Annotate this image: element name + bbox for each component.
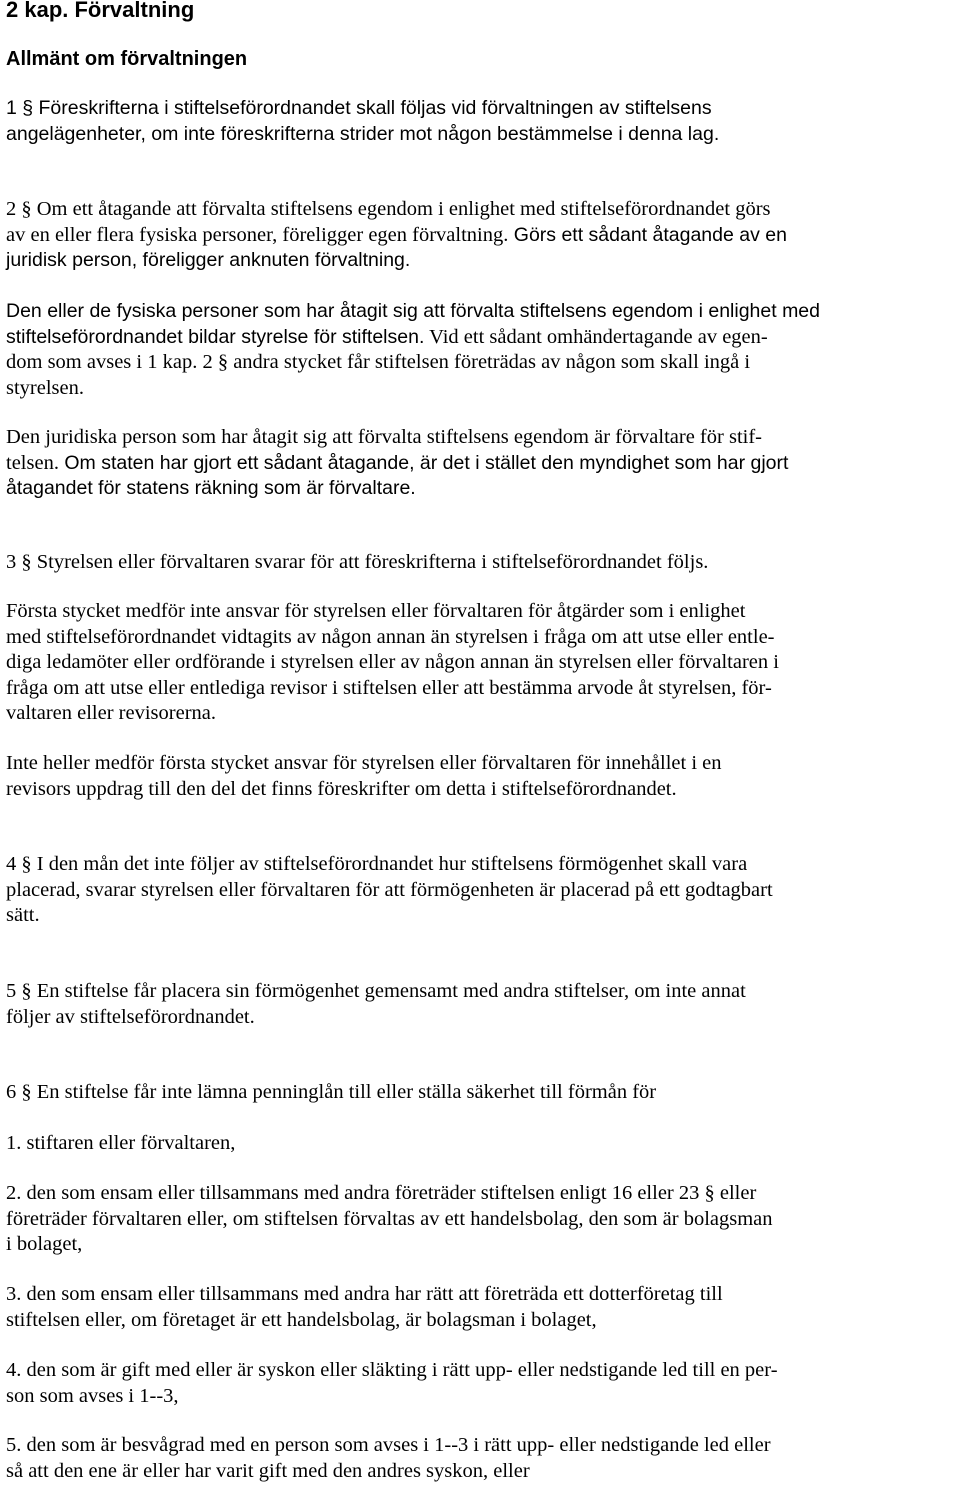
text-line bbox=[6, 650, 956, 676]
text-line bbox=[6, 1433, 956, 1459]
paragraph-12 bbox=[6, 1181, 956, 1258]
text-line bbox=[6, 376, 956, 402]
text-run: i bolaget, bbox=[6, 1233, 83, 1255]
text-run: 4 § I den mån det inte följer av stiftelseförordnandet hur stiftelsens förmögenhet skall vara bbox=[6, 853, 748, 875]
text-line bbox=[6, 550, 956, 576]
text-run: valtaren eller revisorerna. bbox=[6, 702, 217, 724]
text-run: dom som avses i 1 kap. 2 § andra stycket får stiftelsen företrädas av någon som skall ingå i bbox=[6, 351, 751, 373]
text-line bbox=[6, 701, 956, 727]
text-run: juridisk person, föreligger anknuten förvaltning. bbox=[6, 249, 411, 271]
text-line bbox=[6, 625, 956, 651]
text-line bbox=[6, 979, 956, 1005]
text-line bbox=[6, 1131, 956, 1157]
paragraph-11 bbox=[6, 1131, 956, 1157]
text-run: son som avses i 1--3, bbox=[6, 1384, 179, 1407]
text-run: 1. stiftaren eller förvaltaren, bbox=[6, 1132, 236, 1154]
paragraph-3 bbox=[6, 299, 956, 401]
text-run: med stiftelseförordnandet vidtagits av någon annan än styrelsen i fråga om att utse eller entle- bbox=[6, 625, 775, 648]
text-run: Görs ett sådant åtagande av en bbox=[508, 223, 787, 246]
paragraph-5 bbox=[6, 550, 956, 576]
text-run: Första stycket medför inte ansvar för styrelsen eller förvaltaren för åtgärder som i enlighet bbox=[6, 600, 746, 622]
paragraph-4 bbox=[6, 425, 956, 502]
text-line bbox=[6, 476, 956, 502]
paragraph-2 bbox=[6, 197, 956, 274]
text-line bbox=[6, 451, 956, 477]
text-line bbox=[6, 325, 956, 351]
text-run: Inte heller medför första stycket ansvar för styrelsen eller förvaltaren för innehållet i en bbox=[6, 752, 722, 774]
paragraph-9 bbox=[6, 979, 956, 1030]
text-line bbox=[6, 1207, 956, 1233]
text-line bbox=[6, 1080, 956, 1106]
text-run: Den eller de fysiska personer som har åtagit sig att förvalta stiftelsens egendom i enlighet med bbox=[6, 300, 821, 322]
text-run: 5 § En stiftelse får placera sin förmögenhet gemensamt med andra stiftelser, om inte annat bbox=[6, 980, 746, 1002]
text-run: placerad, svarar styrelsen eller förvaltaren för att förmögenheten är placerad på ett godtagbart bbox=[6, 878, 773, 901]
text-run: stiftelsen eller, om företaget är ett handelsbolag, är bolagsman i bolaget, bbox=[6, 1308, 597, 1331]
text-run: diga ledamöter eller ordförande i styrelsen eller av någon annan än styrelsen eller förvaltaren i bbox=[6, 651, 779, 673]
text-line bbox=[6, 903, 956, 929]
text-line bbox=[6, 751, 956, 777]
text-line bbox=[6, 1232, 956, 1258]
paragraph-1 bbox=[6, 96, 956, 147]
text-run: åtagandet för statens räkning som är förvaltare. bbox=[6, 477, 416, 499]
text-line bbox=[6, 96, 956, 122]
text-run: telsen. bbox=[6, 451, 59, 474]
text-line bbox=[6, 1358, 956, 1384]
text-line bbox=[6, 1005, 956, 1031]
paragraph-14 bbox=[6, 1358, 956, 1409]
text-run: stiftelseförordnandet bildar styrelse för stiftelsen. bbox=[6, 325, 425, 348]
text-run: Om staten har gjort ett sådant åtagande, är det i stället den myndighet som har gjort bbox=[58, 451, 789, 474]
text-line bbox=[6, 1384, 956, 1410]
paragraph-15 bbox=[6, 1433, 956, 1484]
text-run: styrelsen. bbox=[6, 376, 84, 399]
text-run: 6 § En stiftelse får inte lämna penninglån till eller ställa säkerhet till förmån för bbox=[6, 1081, 657, 1103]
text-run: angelägenheter, om inte föreskrifterna strider mot någon bestämmelse i denna lag. bbox=[6, 122, 720, 145]
text-line bbox=[6, 248, 956, 274]
text-run: 2. den som ensam eller tillsammans med andra företräder stiftelsen enligt 16 eller 23 § eller bbox=[6, 1182, 757, 1204]
text-run: sätt. bbox=[6, 904, 40, 926]
text-run: av en eller flera fysiska personer, föreligger egen förvaltning. bbox=[6, 223, 509, 246]
text-line bbox=[6, 122, 956, 148]
chapter-title: 2 kap. Förvaltning bbox=[6, 0, 195, 22]
text-run: revisors uppdrag till den del det finns föreskrifter om detta i stiftelseförordnandet. bbox=[6, 777, 677, 800]
text-run: Vid ett sådant omhändertagande av egen- bbox=[424, 325, 768, 348]
text-line bbox=[6, 1308, 956, 1334]
text-line bbox=[6, 777, 956, 803]
paragraph-13 bbox=[6, 1282, 956, 1333]
text-line bbox=[6, 299, 956, 325]
section-heading: Allmänt om förvaltningen bbox=[6, 48, 248, 70]
text-run: 5. den som är besvågrad med en person som avses i 1--3 i rätt upp- eller nedstigande led eller bbox=[6, 1434, 771, 1456]
text-line bbox=[6, 1459, 956, 1485]
text-line bbox=[6, 425, 956, 451]
text-run: Den juridiska person som har åtagit sig att förvalta stiftelsens egendom är förvaltare för stif- bbox=[6, 426, 762, 448]
text-run: följer av stiftelseförordnandet. bbox=[6, 1005, 255, 1028]
text-run: 1 § Föreskrifterna i stiftelseförordnandet skall följas vid förvaltningen av stiftelsens bbox=[6, 97, 712, 119]
text-line bbox=[6, 676, 956, 702]
text-run: 2 § Om ett åtagande att förvalta stiftelsens egendom i enlighet med stiftelseförordnandet görs bbox=[6, 198, 771, 220]
text-run: fråga om att utse eller entlediga revisor i stiftelsen eller att bestämma arvode åt styrelsen, för- bbox=[6, 676, 772, 699]
text-line bbox=[6, 197, 956, 223]
paragraph-10 bbox=[6, 1080, 956, 1106]
paragraph-6 bbox=[6, 599, 956, 727]
text-line bbox=[6, 852, 956, 878]
text-run: så att den ene är eller har varit gift med den andres syskon, eller bbox=[6, 1459, 530, 1482]
text-line bbox=[6, 350, 956, 376]
text-line bbox=[6, 1181, 956, 1207]
text-run: 3 § Styrelsen eller förvaltaren svarar för att föreskrifterna i stiftelseförordnandet följs. bbox=[6, 551, 709, 573]
text-line bbox=[6, 599, 956, 625]
text-run: företräder förvaltaren eller, om stiftelsen förvaltas av ett handelsbolag, den som är bolagsman bbox=[6, 1207, 773, 1230]
text-line bbox=[6, 1282, 956, 1308]
paragraph-8 bbox=[6, 852, 956, 929]
text-line bbox=[6, 223, 956, 249]
text-run: 3. den som ensam eller tillsammans med andra har rätt att företräda ett dotterföretag till bbox=[6, 1283, 723, 1305]
text-line bbox=[6, 878, 956, 904]
paragraph-7 bbox=[6, 751, 956, 802]
text-run: 4. den som är gift med eller är syskon eller släkting i rätt upp- eller nedstigande led till en per- bbox=[6, 1359, 778, 1381]
